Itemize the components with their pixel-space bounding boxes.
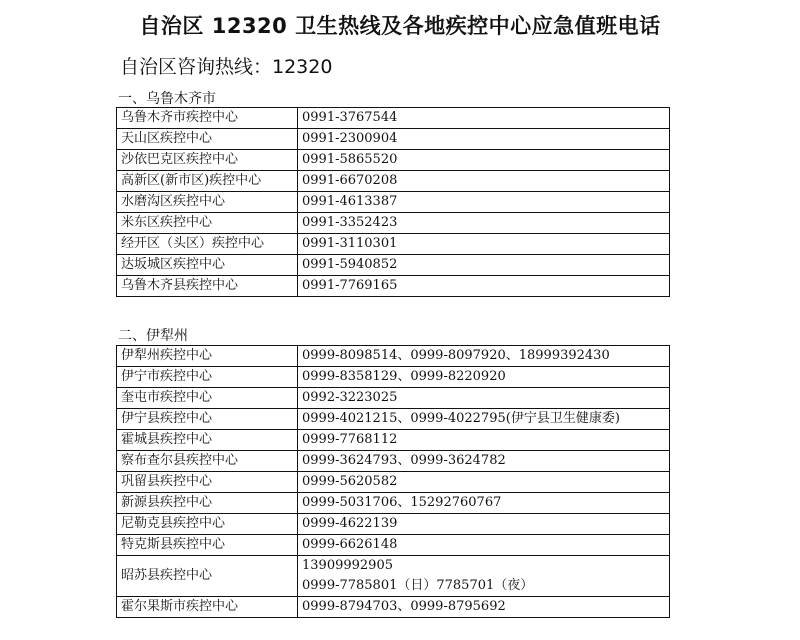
agency-name-cell: 察布查尔县疾控中心	[117, 451, 298, 472]
phone-cell	[298, 171, 670, 192]
phone-number: 0991-7769165	[302, 278, 398, 293]
phone-cell	[298, 108, 670, 129]
agency-name-cell: 霍尔果斯市疾控中心	[117, 597, 298, 618]
phone-number: 0991-3352423	[302, 215, 398, 230]
page-title: 自治区 12320 卫生热线及各地疾控中心应急值班电话	[139, 14, 661, 38]
phone-number: 0991-6670208	[302, 173, 398, 188]
hotline-text: 自治区咨询热线：12320	[120, 56, 333, 78]
table-row	[117, 255, 670, 276]
phone-cell	[298, 409, 670, 430]
phone-cell	[298, 367, 670, 388]
table-row	[117, 367, 670, 388]
phone-cell	[298, 192, 670, 213]
phone-cell	[298, 388, 670, 409]
phone-number: 0999-5620582	[302, 474, 398, 489]
phone-cell	[298, 276, 670, 297]
phone-number: 0999-6626148	[302, 537, 398, 552]
phone-number: 0992-3223025	[302, 390, 398, 405]
table-row	[117, 597, 670, 618]
phone-cell	[298, 556, 670, 597]
phone-number: 0999-4021215、0999-4022795(伊宁县卫生健康委)	[302, 411, 620, 426]
agency-name-cell: 昭苏县疾控中心	[117, 556, 298, 597]
table-row	[117, 493, 670, 514]
phone-cell	[298, 129, 670, 150]
phone-number: 0999-8358129、0999-8220920	[302, 369, 506, 384]
phone-cell	[298, 150, 670, 171]
table-row	[117, 451, 670, 472]
table-row	[117, 535, 670, 556]
agency-name-cell: 新源县疾控中心	[117, 493, 298, 514]
agency-name-cell: 米东区疾控中心	[117, 213, 298, 234]
phone-cell	[298, 597, 670, 618]
phone-number: 0999-7768112	[302, 432, 398, 447]
table-row	[117, 430, 670, 451]
phone-number: 0991-5865520	[302, 152, 398, 167]
phone-cell	[298, 255, 670, 276]
agency-name-cell: 奎屯市疾控中心	[117, 388, 298, 409]
agency-name-cell: 高新区(新市区)疾控中心	[117, 171, 298, 192]
phone-number: 0999-8098514、0999-8097920、18999392430	[302, 348, 610, 363]
phone-cell	[298, 535, 670, 556]
phone-number: 0991-5940852	[302, 257, 398, 272]
table-row	[117, 150, 670, 171]
table-row	[117, 213, 670, 234]
agency-name-cell: 伊犁州疾控中心	[117, 346, 298, 367]
agency-name-cell: 巩留县疾控中心	[117, 472, 298, 493]
agency-name-cell: 乌鲁木齐县疾控中心	[117, 276, 298, 297]
agency-name-cell: 伊宁市疾控中心	[117, 367, 298, 388]
agency-name-cell: 达坂城区疾控中心	[117, 255, 298, 276]
phone-number: 0991-3767544	[302, 110, 398, 125]
agency-name-cell: 乌鲁木齐市疾控中心	[117, 108, 298, 129]
agency-name-cell: 水磨沟区疾控中心	[117, 192, 298, 213]
agency-name-cell: 尼勒克县疾控中心	[117, 514, 298, 535]
phone-number: 0999-4622139	[302, 516, 398, 531]
table-row	[117, 388, 670, 409]
section-title-yili: 二、伊犁州	[118, 328, 188, 344]
contacts-table-yili	[116, 345, 670, 618]
phone-cell	[298, 451, 670, 472]
table-row	[117, 472, 670, 493]
phone-number: 0991-4613387	[302, 194, 398, 209]
phone-number: 0999-5031706、15292760767	[302, 495, 502, 510]
table-row	[117, 556, 670, 597]
table-row	[117, 234, 670, 255]
contacts-table-urumqi	[116, 107, 670, 297]
phone-number: 0999-3624793、0999-3624782	[302, 453, 506, 468]
phone-number: 0991-2300904	[302, 131, 398, 146]
phone-cell	[298, 234, 670, 255]
phone-cell	[298, 346, 670, 367]
phone-cell	[298, 472, 670, 493]
section-title-urumqi: 一、乌鲁木齐市	[118, 91, 216, 107]
table-row	[117, 192, 670, 213]
phone-cell	[298, 213, 670, 234]
agency-name-cell: 霍城县疾控中心	[117, 430, 298, 451]
agency-name-cell: 天山区疾控中心	[117, 129, 298, 150]
phone-cell	[298, 430, 670, 451]
phone-number: 0991-3110301	[302, 236, 398, 251]
agency-name-cell: 经开区（头区）疾控中心	[117, 234, 298, 255]
agency-name-cell: 伊宁县疾控中心	[117, 409, 298, 430]
table-row	[117, 276, 670, 297]
phone-number: 0999-8794703、0999-8795692	[302, 599, 506, 614]
table-row	[117, 108, 670, 129]
table-row	[117, 129, 670, 150]
table-row	[117, 346, 670, 367]
phone-number: 13909992905	[302, 558, 393, 573]
phone-cell	[298, 493, 670, 514]
phone-number: 0999-7785801（日）7785701（夜）	[302, 578, 534, 593]
agency-name-cell: 沙依巴克区疾控中心	[117, 150, 298, 171]
table-row	[117, 409, 670, 430]
table-row	[117, 514, 670, 535]
phone-cell	[298, 514, 670, 535]
table-row	[117, 171, 670, 192]
agency-name-cell: 特克斯县疾控中心	[117, 535, 298, 556]
